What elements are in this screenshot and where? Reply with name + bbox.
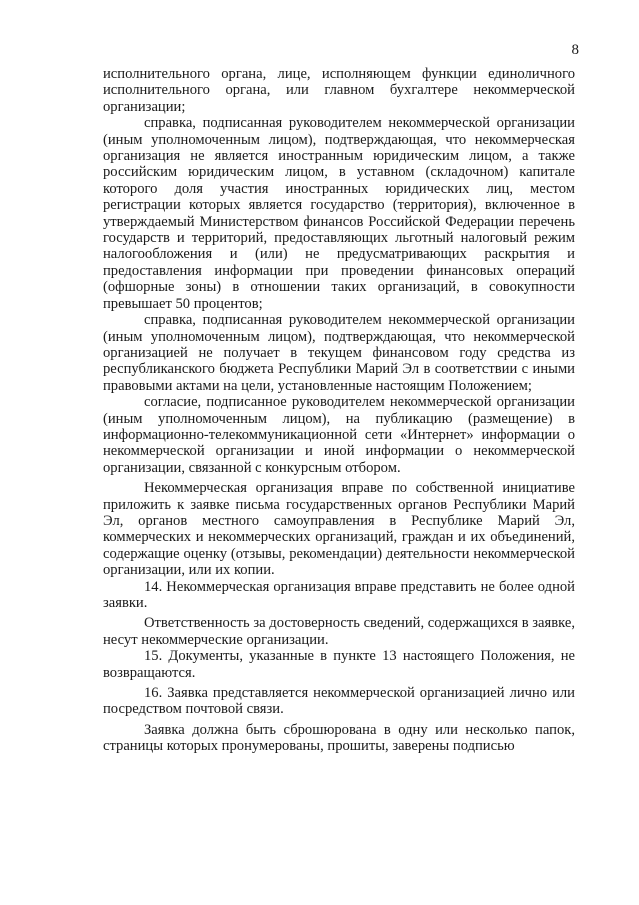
paragraph-publication-consent: согласие, подписанное руководителем некоммерческой организации (иным уполномоченным лицом), на публикацию (размещение) в информационно-телекоммуникационной сети «Интернет» информации о некоммерческой организации и иной информации о некоммерческой организации, связанной с конкурсным отбором.	[103, 394, 575, 476]
paragraph-responsibility: Ответственность за достоверность сведений, содержащихся в заявке, несут некоммерческие организации.	[103, 615, 575, 648]
paragraph-offshore-certificate: справка, подписанная руководителем некоммерческой организации (иным уполномоченным лицом), подтверждающая, что некоммерческая организация не является иностранным юридическим лицом, а также российским юридическим лицом, в уставном (складочном) капитале которого доля участия иностранных юридических лиц, местом регистрации которых является государство (территория), включенное в утверждаемый Министерством финансов Российской Федерации перечень государств и территорий, предоставляющих льготный налоговый режим налогообложения и (или) не предусматривающих раскрытия и предоставления информации при проведении финансовых операций (офшорные зоны) в отношении таких организаций, в совокупности превышает 50 процентов;	[103, 115, 575, 312]
paragraph-recommendation-letters: Некоммерческая организация вправе по собственной инициативе приложить к заявке письма государственных органов Республики Марий Эл, органов местного самоуправления в Республике Марий Эл, коммерческих и некоммерческих организаций, граждан и их объединений, содержащие оценку (отзывы, рекомендации) деятельности некоммерческой организации, или их копии.	[103, 480, 575, 579]
paragraph-binding-requirements: Заявка должна быть сброшюрована в одну или несколько папок, страницы которых пронумерованы, прошиты, заверены подписью	[103, 721, 575, 755]
paragraph-continuation: исполнительного органа, лице, исполняющем функции единоличного исполнительного органа, или главном бухгалтере некоммерческой организации;	[103, 66, 575, 115]
paragraph-clause-15: 15. Документы, указанные в пункте 13 настоящего Положения, не возвращаются.	[103, 648, 575, 681]
document-body	[103, 66, 575, 755]
paragraph-clause-14: 14. Некоммерческая организация вправе представить не более одной заявки.	[103, 578, 575, 611]
paragraph-budget-certificate: справка, подписанная руководителем некоммерческой организации (иным уполномоченным лицом), подтверждающая, что некоммерческой организацией не получает в текущем финансовом году средства из республиканского бюджета Республики Марий Эл в соответствии с иными правовыми актами на цели, установленные настоящим Положением;	[103, 312, 575, 394]
paragraph-clause-16: 16. Заявка представляется некоммерческой организацией лично или посредством почтовой связи.	[103, 685, 575, 718]
page-number: 8	[571, 42, 579, 58]
